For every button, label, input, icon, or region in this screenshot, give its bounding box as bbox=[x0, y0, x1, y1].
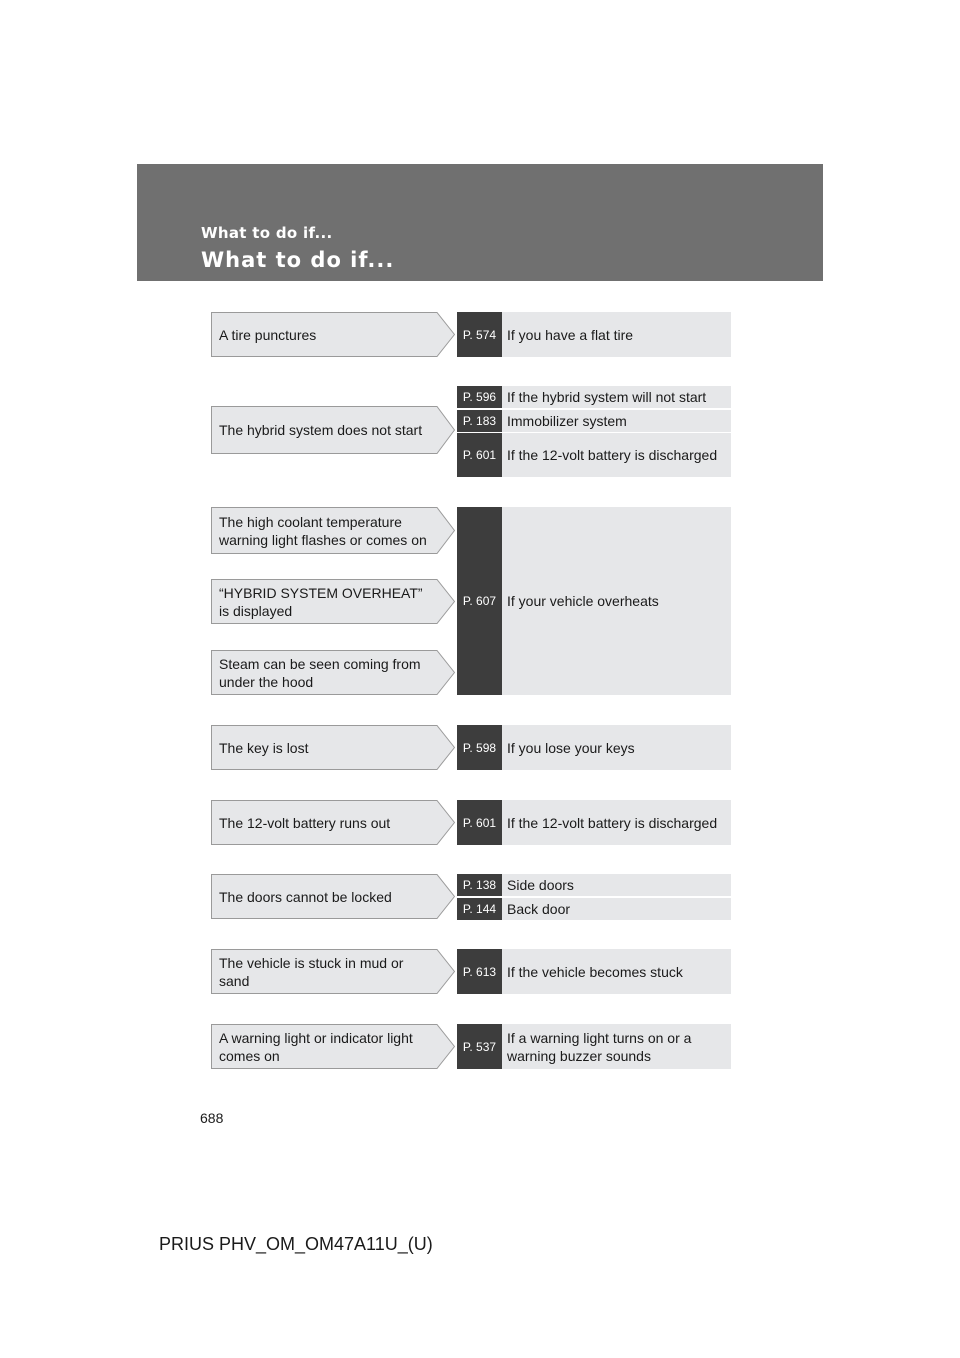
page-reference[interactable]: P. 183 bbox=[457, 410, 502, 432]
condition-text: A tire punctures bbox=[219, 326, 317, 343]
reference-label: If a warning light turns on or a warning buzzer sounds bbox=[502, 1024, 731, 1069]
condition-box bbox=[211, 312, 455, 357]
page-reference[interactable]: P. 138 bbox=[457, 874, 502, 896]
condition-box bbox=[211, 1024, 455, 1069]
condition-text: The vehicle is stuck in mud or sand bbox=[219, 954, 404, 989]
page-reference[interactable]: P. 598 bbox=[457, 725, 502, 770]
page-reference[interactable]: P. 596 bbox=[457, 386, 502, 408]
reference-label: Immobilizer system bbox=[502, 410, 731, 432]
page-reference[interactable]: P. 601 bbox=[457, 800, 502, 845]
reference-label: If the 12-volt battery is discharged bbox=[502, 800, 731, 845]
page-number: 688 bbox=[200, 1110, 224, 1126]
reference-label: If you have a flat tire bbox=[502, 312, 731, 357]
condition-box bbox=[211, 507, 455, 554]
document-footer: PRIUS PHV_OM_OM47A11U_(U) bbox=[159, 1234, 433, 1254]
condition-text: Steam can be seen coming from under the hood bbox=[219, 655, 421, 690]
condition-box bbox=[211, 650, 455, 695]
condition-box bbox=[211, 800, 455, 845]
section-subtitle: What to do if... bbox=[201, 224, 333, 242]
page-reference[interactable]: P. 607 bbox=[457, 507, 502, 695]
page-reference[interactable]: P. 144 bbox=[457, 898, 502, 920]
condition-box bbox=[211, 725, 455, 770]
condition-box bbox=[211, 874, 455, 919]
condition-text: A warning light or indicator light comes on bbox=[219, 1029, 413, 1064]
page-reference[interactable]: P. 574 bbox=[457, 312, 502, 357]
condition-text: The key is lost bbox=[219, 739, 309, 756]
condition-text: The high coolant temperature warning light flashes or comes on bbox=[219, 513, 427, 548]
condition-text: The 12-volt battery runs out bbox=[219, 814, 391, 831]
page-reference[interactable]: P. 601 bbox=[457, 433, 502, 477]
condition-box bbox=[211, 406, 455, 454]
reference-label: Back door bbox=[502, 898, 731, 920]
condition-box bbox=[211, 949, 455, 994]
reference-label: If the 12-volt battery is discharged bbox=[502, 433, 731, 477]
condition-text: The hybrid system does not start bbox=[219, 422, 423, 438]
reference-label: Side doors bbox=[502, 874, 731, 896]
reference-label: If you lose your keys bbox=[502, 725, 731, 770]
page-reference[interactable]: P. 537 bbox=[457, 1024, 502, 1069]
section-header bbox=[137, 164, 823, 281]
reference-label: If the vehicle becomes stuck bbox=[502, 949, 731, 994]
section-title: What to do if... bbox=[201, 248, 395, 272]
condition-text: The doors cannot be locked bbox=[219, 888, 392, 905]
reference-label: If the hybrid system will not start bbox=[502, 386, 731, 408]
page-reference[interactable]: P. 613 bbox=[457, 949, 502, 994]
condition-box bbox=[211, 579, 455, 624]
condition-text: “HYBRID SYSTEM OVERHEAT” is displayed bbox=[219, 584, 423, 619]
reference-label: If your vehicle overheats bbox=[502, 507, 731, 695]
